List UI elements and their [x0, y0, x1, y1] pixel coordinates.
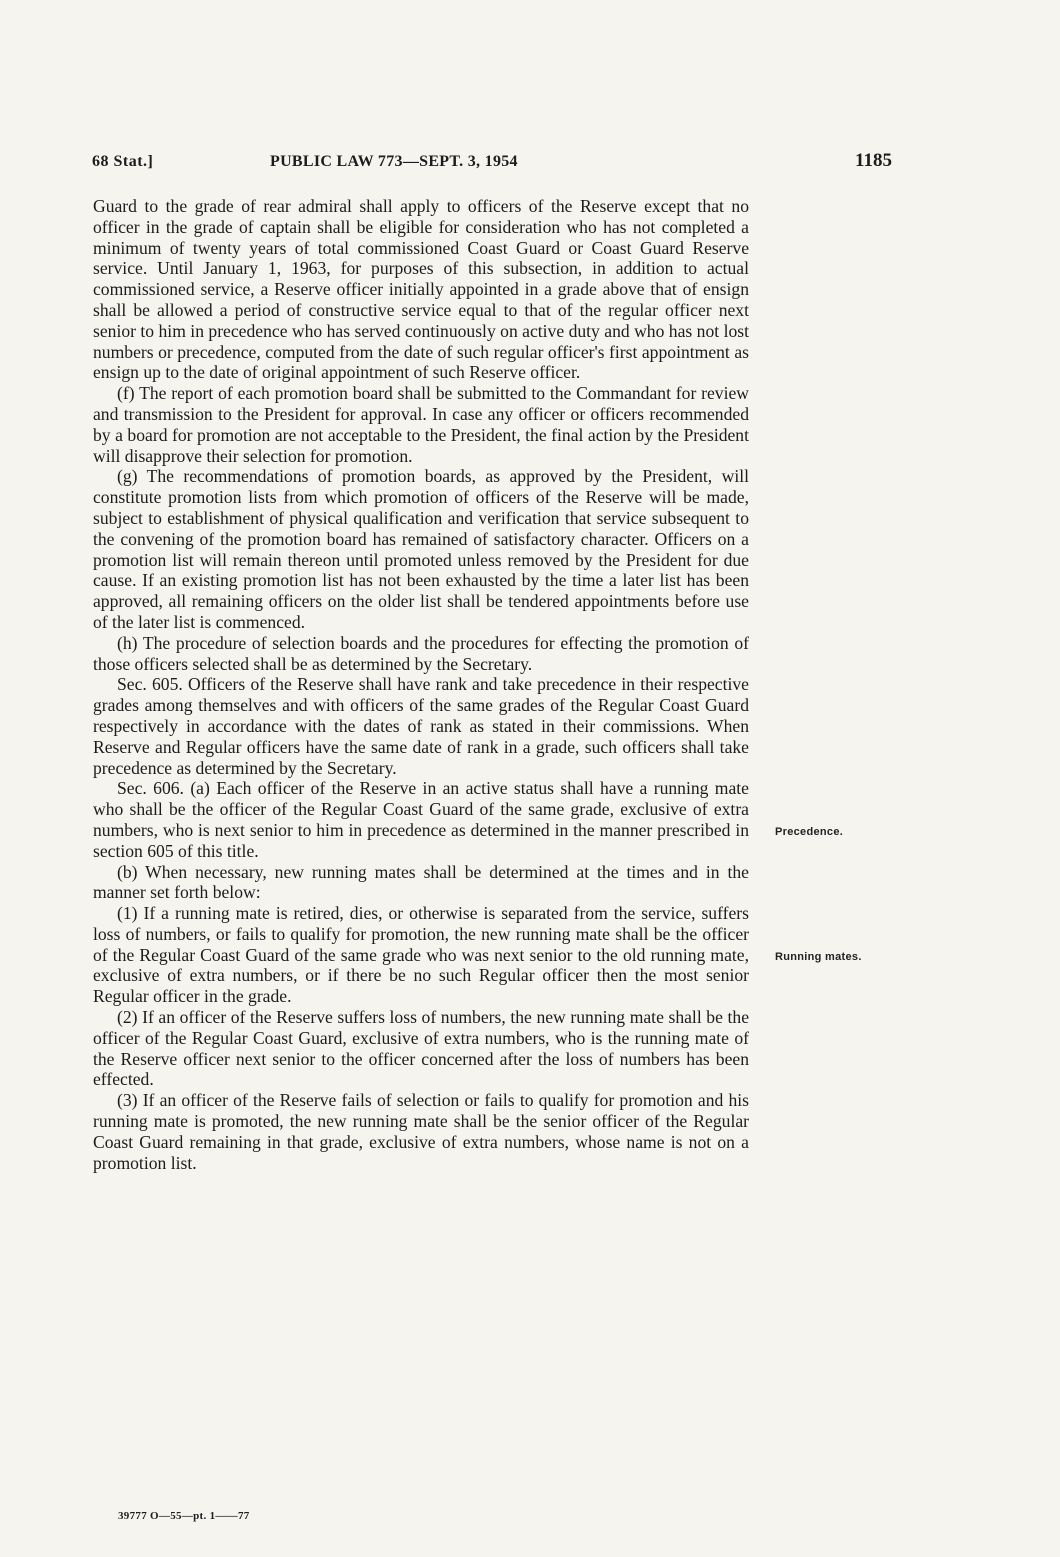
body-text: [93, 196, 749, 1173]
page-header: [92, 150, 900, 178]
section-606-a: Sec. 606. (a) Each officer of the Reserve in an active status shall have a running mate who shall be the officer of the Regular Coast Guard of the same grade, exclusive of extra numbers, who is next senior to him in precedence as determined in the manner prescribed in section 605 of this title.: [93, 778, 749, 861]
paragraph-h: (h) The procedure of selection boards and the procedures for effecting the promotion of those officers selected shall be as determined by the Secretary.: [93, 632, 749, 674]
clause-1: (1) If a running mate is retired, dies, or otherwise is separated from the service, suffers loss of numbers, or fails to qualify for promotion, the new running mate shall be the officer of the Regular Coast Guard of the same grade who was next senior to the old running mate, exclusive of extra numbers, or if there be no such Regular officer then the most senior Regular officer in the grade.: [93, 903, 749, 1007]
statute-reference: 68 Stat.]: [92, 153, 154, 170]
paragraph-g: (g) The recommendations of promotion boards, as approved by the President, will constitute promotion lists from which promotion of officers of the Reserve will be made, subject to establishment of physical qualification and verification that service subsequent to the convening of the promotion board has remained of satisfactory character. Officers on a promotion list will remain thereon until promoted unless removed by the President for due cause. If an existing promotion list has not been exhausted by the time a later list has been approved, all remaining officers on the older list shall be tendered appointments before use of the later list is commenced.: [93, 466, 749, 632]
paragraph-f: (f) The report of each promotion board shall be submitted to the Commandant for review and transmission to the President for approval. In case any officer or officers recommended by a board for promotion are not acceptable to the President, the final action by the President will disapprove their selection for promotion.: [93, 383, 749, 466]
page-number: 1185: [855, 150, 892, 171]
section-606-b: (b) When necessary, new running mates shall be determined at the times and in the manner set forth below:: [93, 861, 749, 903]
printer-footer: 39777 O—55—pt. 1——77: [118, 1510, 250, 1522]
clause-2: (2) If an officer of the Reserve suffers loss of numbers, the new running mate shall be the officer of the Regular Coast Guard, exclusive of extra numbers, who is the running mate of the Reserve officer next senior to the officer concerned after the loss of numbers has been effected.: [93, 1007, 749, 1090]
section-605: Sec. 605. Officers of the Reserve shall have rank and take precedence in their respective grades among themselves and with officers of the same grades of the Regular Coast Guard respectively in accordance with the dates of rank as stated in their commissions. When Reserve and Regular officers have the same date of rank in a grade, such officers shall take precedence as determined by the Secretary.: [93, 674, 749, 778]
clause-3: (3) If an officer of the Reserve fails of selection or fails to qualify for promotion and his running mate is promoted, the new running mate shall be the senior officer of the Regular Coast Guard remaining in that grade, exclusive of extra numbers, whose name is not on a promotion list.: [93, 1090, 749, 1173]
paragraph-continuation: Guard to the grade of rear admiral shall apply to officers of the Reserve except that no officer in the grade of captain shall be eligible for consideration who has not completed a minimum of twenty years of total commissioned Coast Guard or Coast Guard Reserve service. Until January 1, 1963, for purposes of this subsection, in addition to actual commissioned service, a Reserve officer initially appointed in a grade above that of ensign shall be allowed a period of constructive service equal to that of the regular officer next senior to him in precedence who has served continuously on active duty and who has not lost numbers or precedence, computed from the date of such regular officer's first appointment as ensign up to the date of original appointment of such Reserve officer.: [93, 196, 749, 383]
margin-note-precedence: Precedence.: [775, 826, 844, 838]
margin-note-running-mates: Running mates.: [775, 951, 862, 963]
running-title: PUBLIC LAW 773—SEPT. 3, 1954: [270, 153, 518, 170]
